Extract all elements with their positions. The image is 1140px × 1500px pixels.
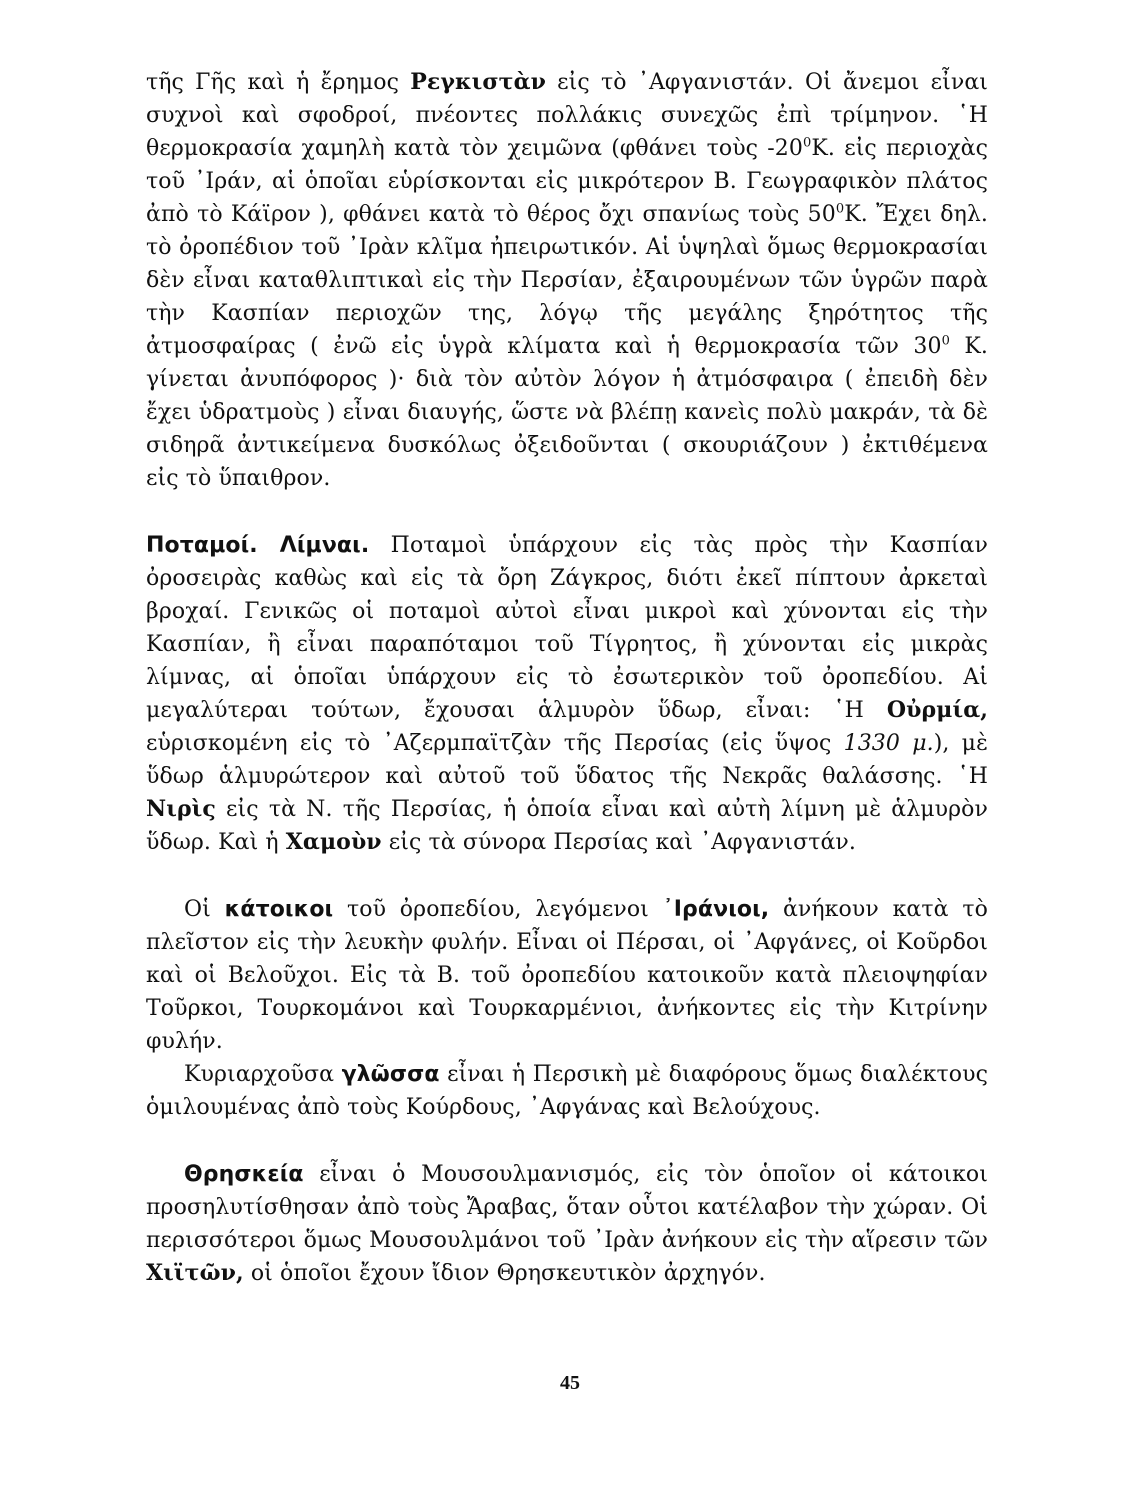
altitude-value: 1330 μ.	[843, 731, 934, 756]
term-religion: Θρησκεία	[184, 1162, 304, 1187]
text: τοῦ ὀροπεδίου, λεγόμενοι	[333, 897, 663, 922]
text: ), μὲ ὕδωρ ἁλμυρώτερον καὶ αὐτοῦ τοῦ ὕδατος τῆς Νεκρᾶς θαλάσσης. ῾Η	[146, 731, 988, 789]
text: Ποταμοὶ ὑπάρχουν εἰς τὰς πρὸς τὴν Κασπίαν ὀροσειρὰς καθὼς καὶ εἰς τὰ ὄρη Ζάγκρος, διότι ἐκεῖ πίπτουν ἀρκεταὶ βροχαί. Γενικῶς οἱ ποταμοὶ αὐτοὶ εἶναι μικροὶ καὶ χύνονται εἰς τὴν Κασπίαν, ἢ εἶναι παραπόταμοι τοῦ Τίγρητος, ἢ χύνονται εἰς μικρὰς λίμνας, αἱ ὁποῖαι ὑπάρχουν εἰς τὸ ἐσωτερικὸν τοῦ ὀροπεδίου. Αἱ μεγαλύτεραι τούτων, ἔχουσαι ἁλμυρὸν ὕδωρ, εἶναι: ῾Η	[146, 533, 988, 723]
paragraph-inhabitants	[146, 893, 988, 1058]
text: εὑρισκομένη εἰς τὸ ᾿Αζερμπαϊτζὰν τῆς Περσίας (εἰς ὕψος	[146, 731, 844, 756]
paragraph-climate	[146, 66, 988, 495]
text: τῆς Γῆς καὶ ἡ ἔρημος	[146, 70, 411, 95]
text: Κ. Ἔχει δηλ. τὸ ὀροπέδιον τοῦ ᾿Ιρὰν κλῖμα ἠπειρωτικόν. Αἱ ὑψηλαὶ ὅμως θερμοκρασίαι δὲν εἶναι καταθλιπτικαὶ εἰς τὴν Περσίαν, ἐξαιρουμένων τῶν ὑγρῶν παρὰ τὴν Κασπίαν περιοχῶν της, λόγῳ τῆς μεγάλης ξηρότητος τῆς ἀτμοσφαίρας ( ἐνῶ εἰς ὑγρὰ κλίματα καὶ ἡ θερμοκρασία τῶν 30	[146, 202, 988, 359]
term-hamun: Χαμοὺν	[285, 829, 382, 855]
text: ἀνήκουν κατὰ τὸ πλεῖστον εἰς τὴν λευκὴν φυλήν. Εἶναι οἱ Πέρσαι, οἱ ᾿Αφγάνες, οἱ Κοῦρδοι καὶ οἱ Βελοῦχοι. Εἰς τὰ Β. τοῦ ὀροπεδίου κατοικοῦν κατὰ πλειοψηφίαν Τοῦρκοι, Τουρκομάνοι καὶ Τουρκαρμένιοι, ἀνήκοντες εἰς τὴν Κιτρίνην φυλήν.	[146, 897, 988, 1054]
term-niris: Νιρὶς	[146, 796, 216, 822]
term-inhabitants: κάτοικοι	[224, 897, 334, 922]
text: εἶναι ὁ Μουσουλμανισμός, εἰς τὸν ὁποῖον οἱ κάτοικοι προσηλυτίσθησαν ἀπὸ τοὺς Ἄραβας, ὅταν οὗτοι κατέλαβον τὴν χώραν. Οἱ περισσότεροι ὅμως Μουσουλμάνοι τοῦ ᾿Ιρὰν ἀνήκουν εἰς τὴν αἵρεσιν τῶν	[146, 1162, 988, 1253]
text: Κ. εἰς περιοχὰς τοῦ ᾿Ιράν, αἱ ὁποῖαι εὑρίσκονται εἰς μικρότερον Β. Γεωγραφικὸν πλάτος ἀπὸ τὸ Κάϊρον ), φθάνει κατὰ τὸ θέρος ὄχι σπανίως τοὺς 50	[146, 136, 989, 227]
text: εἶναι ἡ Περσικὴ μὲ διαφόρους ὅμως διαλέκτους ὁμιλουμένας ἀπὸ τοὺς Κούρδους, ᾿Αφγάνας καὶ Βελούχους.	[146, 1062, 988, 1120]
degree-mark: 0	[835, 201, 845, 217]
term-iranians: ᾿Ιράνιοι,	[662, 897, 770, 922]
text: Οἱ	[184, 897, 225, 922]
term-urmia: Οὐρμία,	[886, 697, 988, 723]
text: οἱ ὁποῖοι ἔχουν ἴδιον Θρησκευτικὸν ἀρχηγόν.	[243, 1261, 766, 1286]
degree-mark: 0	[803, 135, 812, 151]
text: Κ. γίνεται ἀνυπόφορος )· διὰ τὸν αὐτὸν λόγον ἡ ἀτμόσφαιρα ( ἐπειδὴ δὲν ἔχει ὑδρατμοὺς ) εἶναι διαυγής, ὥστε νὰ βλέπῃ κανεὶς πολὺ μακράν, τὰ δὲ σιδηρᾶ ἀντικείμενα δυσκόλως ὀξειδοῦνται ( σκουριάζουν ) ἐκτιθέμενα εἰς τὸ ὕπαιθρον.	[146, 334, 988, 491]
paragraph-religion	[146, 1158, 988, 1290]
text: εἰς τὰ σύνορα Περσίας καὶ ᾿Αφγανιστάν.	[381, 830, 856, 855]
term-language: γλῶσσα	[341, 1062, 440, 1087]
degree-mark: 0	[941, 333, 950, 349]
text: εἰς τὰ Ν. τῆς Περσίας, ἡ ὁποία εἶναι καὶ αὐτὴ λίμνη μὲ ἁλμυρὸν ὕδωρ. Καὶ ἡ	[146, 797, 988, 855]
page-number: 45	[560, 1372, 580, 1394]
paragraph-rivers-lakes	[146, 529, 988, 859]
section-heading-rivers-lakes: Ποταμοί. Λίμναι.	[146, 533, 370, 558]
paragraph-language	[146, 1058, 988, 1124]
term-shiites: Χιϊτῶν,	[146, 1260, 244, 1286]
text: Κυριαρχοῦσα	[184, 1062, 342, 1087]
text: εἰς τὸ ᾿Αφγανιστάν. Οἱ ἄνεμοι εἶναι συχνοὶ καὶ σφοδροί, πνέοντες πολλάκις συνεχῶς ἐπὶ τρίμηνον. ῾Η θερμοκρασία χαμηλὴ κατὰ τὸν χειμῶνα (φθάνει τοὺς -20	[146, 70, 989, 161]
term-registan: Ρεγκιστὰν	[410, 69, 546, 95]
